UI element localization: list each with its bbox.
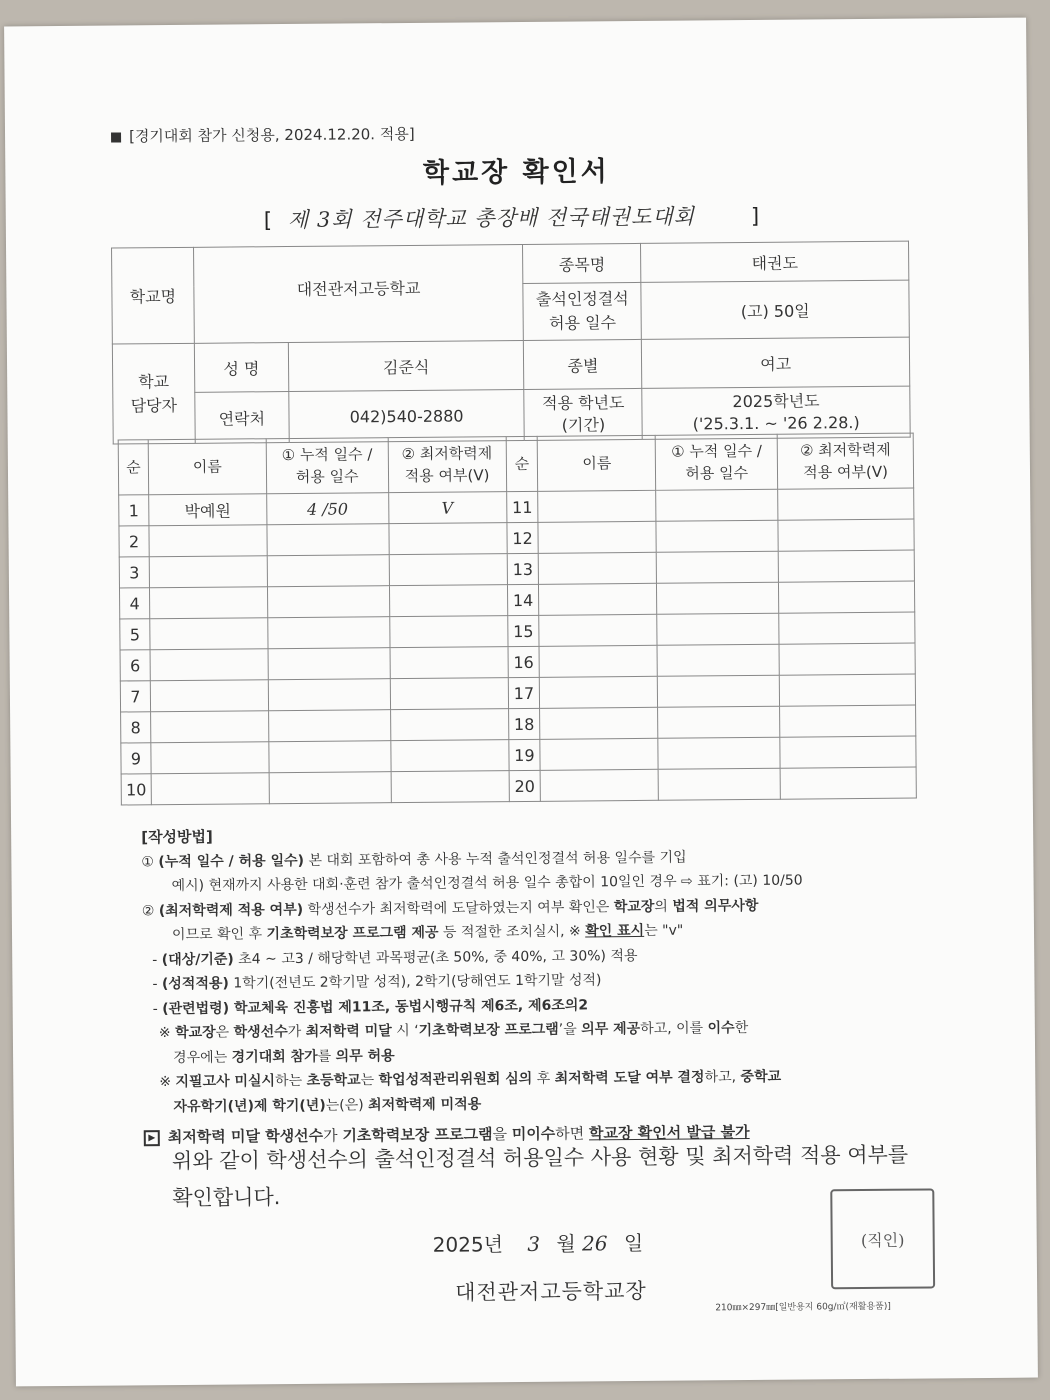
year-period: ('25.3.1. ~ '26 2.28.)	[692, 413, 860, 434]
row-no-right: 14	[507, 584, 539, 615]
row-days	[267, 586, 389, 618]
row-no-right: 11	[506, 491, 538, 522]
row-name-right	[541, 769, 659, 801]
sport-label: 종목명	[523, 243, 641, 283]
col-days-header-right: ① 누적 일수 / 허용 일수	[655, 434, 777, 490]
event-name: 제 3회 전주대학교 총장배 전국태권도대회	[287, 204, 696, 233]
row-name-right	[538, 521, 656, 553]
row-days	[268, 648, 390, 680]
col-min-header-right: ② 최저학력제 적용 여부(V)	[777, 433, 913, 489]
arrow-box-icon: ▶	[144, 1130, 160, 1146]
col-no-header-right: 순	[506, 436, 538, 491]
row-name	[149, 587, 267, 619]
type-label: 종별	[524, 339, 642, 389]
method-line-8: ※ 학교장은 학생선수가 최저학력 미달 시 ‘기초학력보장 프로그램’을 의무 제공하고, 이를 이수한	[158, 1020, 749, 1042]
method-line-2: 예시) 현재까지 사용한 대회·훈련 참가 출석인정결석 허용 일수 총합이 10일인 경우 ⇨ 표기: (고) 10/50	[171, 872, 803, 895]
closing-statement: 위와 같이 학생선수의 출석인정결석 허용일수 사용 현황 및 최저학력 적용 여부를 확인합니다.	[171, 1142, 909, 1211]
row-days-right	[657, 613, 779, 645]
row-min	[391, 771, 509, 803]
row-no-right: 19	[508, 739, 540, 770]
name-label: 성 명	[194, 343, 288, 393]
row-name	[150, 618, 268, 650]
row-name-right	[539, 614, 657, 646]
event-name-line: [ 제 3회 전주대학교 총장배 전국태권도대회 ]	[263, 203, 760, 233]
year-value: 2025학년도	[732, 391, 820, 412]
method-line-10: ※ 지필고사 미실시하는 초등학교는 학업성적관리위원회 심의 후 최저학력 도달 여부 결정하고, 중학교	[159, 1068, 782, 1091]
year-cell	[642, 386, 910, 439]
row-name-right	[539, 645, 657, 677]
row-days	[269, 772, 391, 804]
row-days-right	[656, 520, 778, 552]
name-value: 김준식	[288, 340, 524, 391]
row-min-right	[780, 705, 916, 737]
info-table	[111, 241, 911, 445]
method-heading: [작성방법]	[141, 827, 213, 847]
table-row	[121, 767, 916, 805]
col-name-header: 이름	[148, 439, 266, 495]
method-line-12: ▶ 최저학력 미달 학생선수가 기초학력보장 프로그램을 미이수하면 학교장 확인서 발급 불가	[144, 1118, 944, 1149]
row-no: 7	[120, 681, 150, 712]
sport-value: 태권도	[641, 241, 909, 282]
row-min-right	[779, 612, 915, 644]
row-min	[390, 709, 508, 741]
contact-label: 연락처	[195, 392, 289, 444]
row-min: V	[388, 492, 506, 524]
row-days	[267, 524, 389, 556]
col-name-header-right: 이름	[538, 435, 656, 491]
row-days	[268, 710, 390, 742]
row-no: 1	[119, 495, 149, 526]
row-no-right: 15	[507, 615, 539, 646]
row-no-right: 13	[507, 553, 539, 584]
row-no: 5	[120, 619, 150, 650]
method-line-9: 경우에는 경기대회 참가를 의무 허용	[173, 1047, 395, 1066]
row-name	[149, 556, 267, 588]
row-min-right	[778, 550, 914, 582]
row-name	[151, 773, 269, 805]
row-min-right	[780, 736, 916, 768]
row-name-right	[540, 707, 658, 739]
row-min-right	[778, 519, 914, 551]
row-min	[390, 740, 508, 772]
row-no: 3	[119, 557, 149, 588]
row-no-right: 12	[506, 522, 538, 553]
method-line-4: 이므로 확인 후 기초학력보장 프로그램 제공 등 적절한 조치실시, ※ 확인 표시는 "v"	[171, 922, 684, 944]
row-min-right	[780, 767, 916, 799]
row-min-right	[778, 488, 914, 520]
student-table	[118, 433, 917, 806]
school-value: 대전관저고등학교	[193, 244, 523, 343]
header-note: [경기대회 참가 신청용, 2024.12.20. 적용]	[111, 123, 415, 147]
row-min-right	[779, 581, 915, 613]
signer-name: 대전관저고등학교장	[455, 1278, 647, 1305]
row-min	[390, 678, 508, 710]
row-days	[268, 617, 390, 649]
type-value: 여고	[642, 337, 910, 388]
row-days	[269, 741, 391, 773]
row-no: 8	[121, 712, 151, 743]
row-no: 6	[120, 650, 150, 681]
method-line-5: - (대상/기준) 초4 ~ 고3 / 해당학년 과목평균(초 50%, 중 40%, 고 30%) 적용	[152, 947, 638, 968]
row-days-right	[657, 582, 779, 614]
student-rows	[119, 488, 917, 805]
row-no-right: 17	[508, 677, 540, 708]
row-days	[268, 679, 390, 711]
row-name-right	[539, 583, 657, 615]
allowed-days-label: 출석인정결석 허용 일수	[523, 282, 641, 340]
allowed-days-value: (고) 50일	[641, 280, 909, 339]
official-seal	[830, 1188, 935, 1289]
row-no: 10	[121, 774, 151, 805]
year-label: 적용 학년도 (기간)	[524, 388, 642, 440]
row-no-right: 18	[508, 708, 540, 739]
row-days-right	[658, 737, 780, 769]
row-name	[149, 525, 267, 557]
row-days-right	[658, 675, 780, 707]
row-no-right: 16	[508, 646, 540, 677]
manager-label: 학교 담당자	[112, 343, 195, 444]
row-no: 9	[121, 743, 151, 774]
row-days-right	[658, 706, 780, 738]
method-line-7: - (관련법령) 학교체육 진흥법 제11조, 동법시행규칙 제6조, 제6조의2	[152, 996, 589, 1017]
row-name	[151, 711, 269, 743]
bullet-square-icon	[111, 132, 121, 142]
issue-date: 2025년 3 월 26 일	[432, 1230, 644, 1257]
row-min-right	[779, 674, 915, 706]
paper-spec-note: 210㎜×297㎜[일반용지 60g/㎡(재활용품)]	[715, 1301, 891, 1314]
row-min-right	[779, 643, 915, 675]
row-name-right	[538, 490, 656, 522]
row-name-right	[540, 676, 658, 708]
row-no-right: 20	[509, 770, 541, 801]
row-days-right	[656, 551, 778, 583]
row-min	[390, 647, 508, 679]
method-line-6: - (성적적용) 1학기(전년도 2학기말 성적), 2학기(당해연도 1학기말 성적)	[152, 972, 602, 993]
seal-text: (직인)	[858, 1227, 908, 1250]
row-name: 박예원	[149, 494, 267, 526]
row-min	[389, 585, 507, 617]
method-line-3: ② (최저학력제 적용 여부) 학생선수가 최저학력에 도달하였는지 여부 확인은 학교장의 법적 의무사항	[141, 897, 759, 919]
row-days-right	[656, 489, 778, 521]
row-name	[150, 680, 268, 712]
school-label: 학교명	[112, 247, 195, 344]
row-days	[267, 555, 389, 587]
col-min-header: ② 최저학력제 적용 여부(V)	[388, 437, 506, 493]
row-min	[389, 523, 507, 555]
col-no-header: 순	[118, 440, 148, 495]
method-line-11: 자유학기(년)제 학기(년)는(은) 최저학력제 미적용	[173, 1095, 482, 1115]
row-no: 2	[119, 526, 149, 557]
writing-method	[141, 818, 944, 1149]
row-name	[151, 742, 269, 774]
row-name-right	[539, 552, 657, 584]
page-title: 학교장 확인서	[422, 156, 610, 189]
document-page	[4, 18, 1038, 1387]
row-days-right	[658, 768, 780, 800]
row-min	[389, 554, 507, 586]
row-days-right	[657, 644, 779, 676]
row-min	[389, 616, 507, 648]
row-no: 4	[119, 588, 149, 619]
col-days-header: ① 누적 일수 / 허용 일수	[266, 438, 388, 494]
table-header-row	[118, 433, 913, 495]
row-days: 4 /50	[266, 493, 388, 525]
method-line-1: ① (누적 일수 / 허용 일수) 본 대회 포함하여 총 사용 누적 출석인정결석 허용 일수를 기입	[141, 849, 687, 870]
row-name	[150, 649, 268, 681]
row-name-right	[540, 738, 658, 770]
contact-value: 042)540-2880	[289, 389, 525, 442]
